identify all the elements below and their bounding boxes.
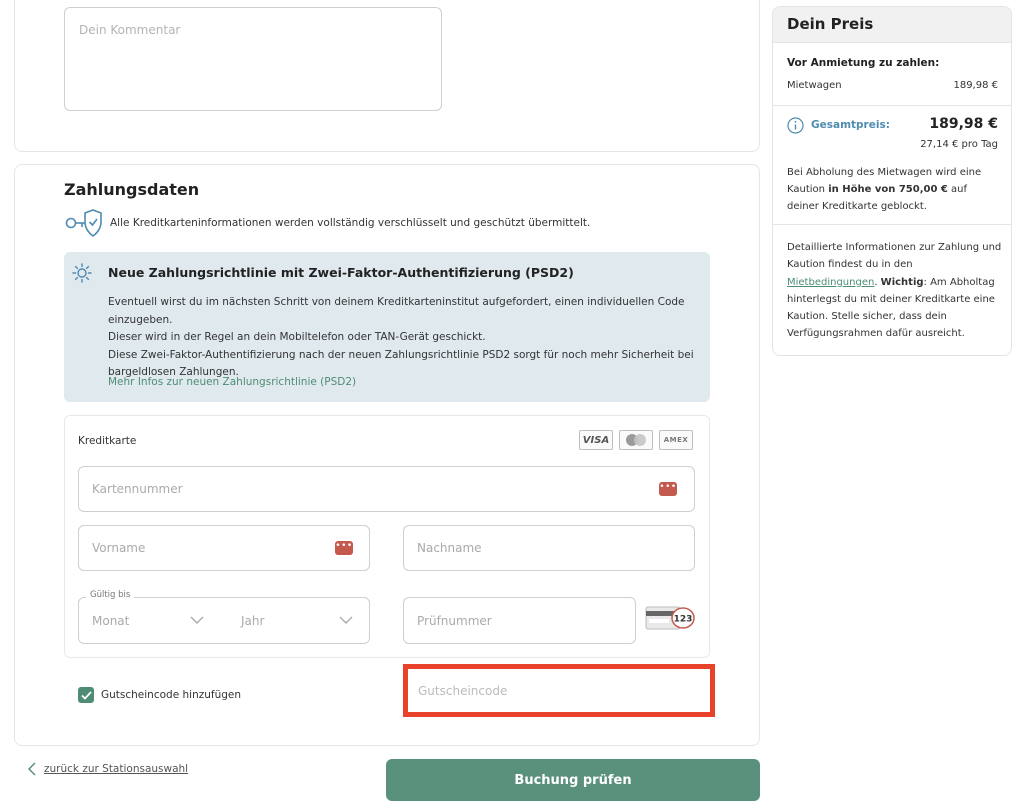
- autofill-dots-icon[interactable]: •••: [335, 541, 353, 555]
- rental-terms-link[interactable]: Mietbedingungen: [787, 276, 875, 288]
- cvc-icon-text: 123: [673, 614, 693, 625]
- back-link-label: zurück zur Stationsauswahl: [44, 763, 189, 775]
- comment-field[interactable]: [64, 7, 442, 111]
- card-number-field[interactable]: [78, 466, 695, 512]
- secure-transfer-text: Alle Kreditkarteninformationen werden vollständig verschlüsselt und geschützt übermittelt.: [110, 217, 591, 229]
- payment-title: Zahlungsdaten: [64, 180, 200, 199]
- voucher-field[interactable]: [403, 664, 715, 717]
- price-per-day: 27,14 € pro Tag: [920, 139, 998, 150]
- price-item-label: Mietwagen: [787, 80, 842, 91]
- amex-logo-icon: AMEX: [659, 430, 693, 450]
- first-name-input[interactable]: [79, 526, 369, 570]
- year-select-value: Jahr: [241, 613, 265, 628]
- details-text-part: : Am Abholtag hinterlegst du mit deiner Kreditkarte eine Kaution. Stelle sicher, dass dein Verfügungsrahmen dafür ausreicht.: [787, 276, 995, 340]
- psd2-line: bargeldlosen Zahlungen.: [108, 366, 239, 378]
- info-icon[interactable]: [787, 117, 804, 134]
- valid-until-label: Gültig bis: [86, 590, 134, 600]
- mastercard-logo-icon: [619, 430, 653, 450]
- cvc-input[interactable]: [404, 598, 635, 643]
- checkmark-icon: [81, 691, 92, 700]
- pre-pay-label: Vor Anmietung zu zahlen:: [787, 57, 940, 69]
- comment-textarea[interactable]: [65, 8, 441, 110]
- voucher-input[interactable]: [408, 669, 710, 712]
- check-booking-button[interactable]: Buchung prüfen: [386, 759, 760, 801]
- autofill-dots-icon[interactable]: •••: [659, 482, 677, 496]
- deposit-info-text: [787, 164, 999, 215]
- deposit-text-part: auf deiner Kreditkarte geblockt.: [787, 184, 968, 212]
- psd2-line: Dieser wird in der Regel an dein Mobiltelefon oder TAN-Gerät geschickt.: [108, 331, 486, 343]
- chevron-left-icon: [28, 762, 36, 776]
- payment-details-text: [787, 239, 1002, 343]
- psd2-line: Diese Zwei-Faktor-Authentifizierung nach der neuen Zahlungsrichtlinie PSD2 sorgt für noch mehr Sicherheit bei: [108, 348, 694, 361]
- psd2-more-info-link[interactable]: Mehr Infos zur neuen Zahlungsrichtlinie (PSD2): [108, 376, 357, 388]
- deposit-amount: in Höhe von 750,00 €: [828, 184, 948, 195]
- deposit-text-part: Bei Abholung des Mietwagen wird eine Kaution: [787, 167, 982, 195]
- chevron-down-icon: [338, 612, 354, 628]
- psd2-description: [108, 294, 698, 382]
- last-name-field[interactable]: [403, 525, 695, 571]
- divider: [773, 224, 1011, 225]
- price-title: Dein Preis: [787, 15, 874, 33]
- valid-until-group: [78, 597, 370, 644]
- chevron-down-icon: [189, 612, 205, 628]
- visa-logo-icon: VISA: [579, 430, 613, 450]
- important-label: Wichtig: [880, 276, 924, 288]
- back-to-station-link[interactable]: [28, 762, 188, 776]
- price-item-value: 189,98 €: [953, 80, 998, 91]
- key-shield-icon: [64, 208, 102, 238]
- cvc-card-icon: [645, 604, 695, 632]
- total-price-value: 189,98 €: [929, 116, 998, 132]
- cvc-field[interactable]: [403, 597, 636, 644]
- credit-card-label: Kreditkarte: [78, 435, 137, 447]
- card-number-input[interactable]: [79, 467, 694, 511]
- voucher-checkbox[interactable]: [78, 687, 94, 703]
- psd2-line: Eventuell wirst du im nächsten Schritt von deinem Kreditkarteninstitut aufgefordert, einen individuellen Code einzugeben.: [108, 296, 685, 326]
- psd2-title: Neue Zahlungsrichtlinie mit Zwei-Faktor-Authentifizierung (PSD2): [108, 265, 574, 280]
- total-price-label: Gesamtpreis:: [811, 119, 890, 131]
- month-select-value: Monat: [92, 613, 130, 628]
- details-text-part: .: [874, 276, 881, 288]
- last-name-input[interactable]: [404, 526, 694, 570]
- details-text-part: Detaillierte Informationen zur Zahlung und Kaution findest du in den: [787, 242, 1002, 271]
- voucher-checkbox-label[interactable]: Gutscheincode hinzufügen: [101, 689, 242, 701]
- lightbulb-icon: [72, 263, 92, 283]
- divider: [773, 105, 1011, 106]
- first-name-field[interactable]: [78, 525, 370, 571]
